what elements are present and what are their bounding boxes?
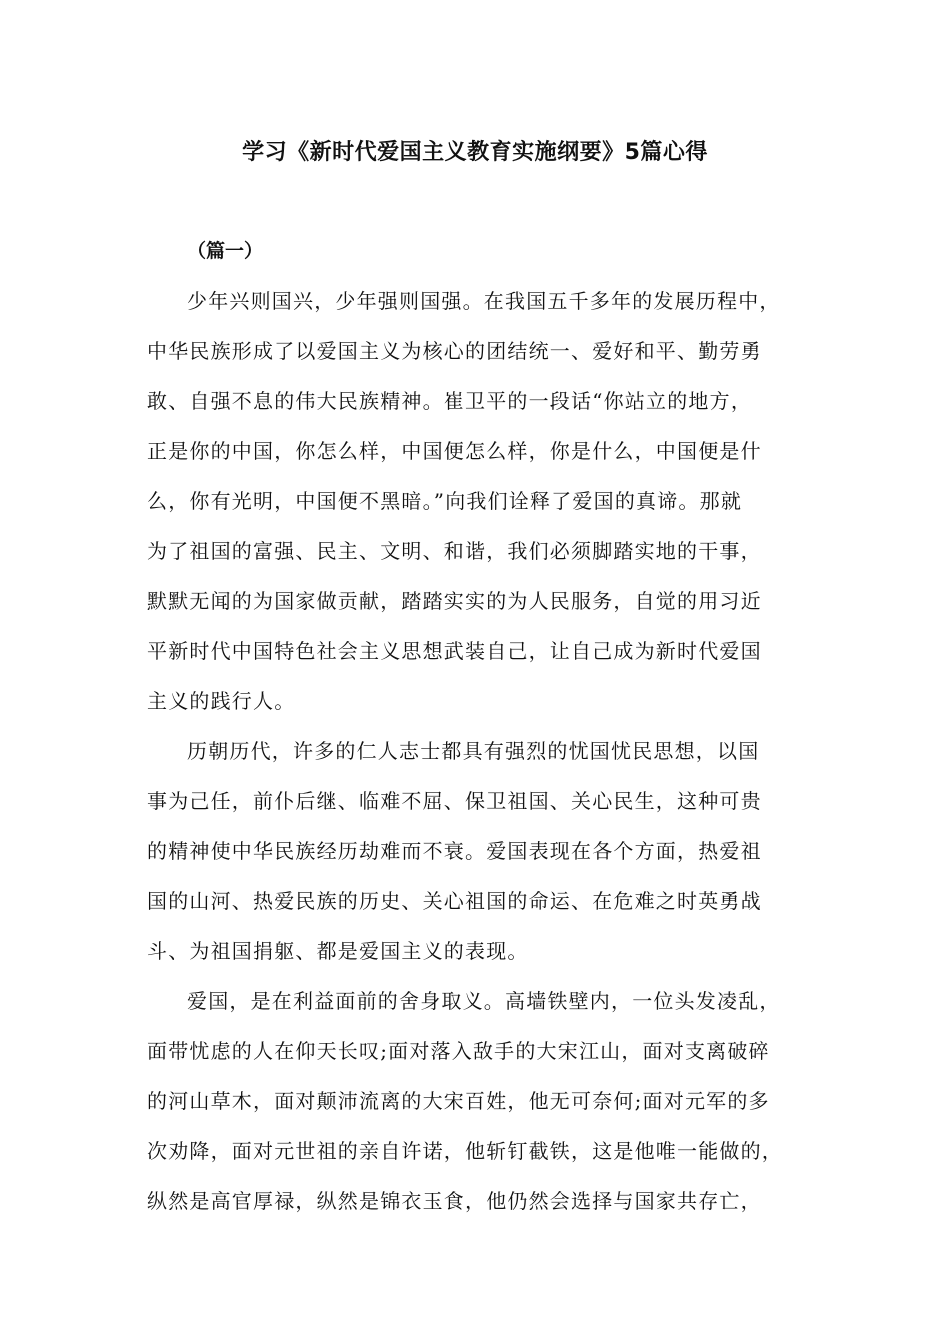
text-line: 正是你的中国，你怎么样，中国便怎么样，你是什么，中国便是什 [147,439,762,463]
text-line: 的精神使中华民族经历劫难而不衰。爱国表现在各个方面，热爱祖 [147,839,762,863]
text-line: 面带忧虑的人在仰天长叹;面对落入敌手的大宋江山，面对支离破碎 [147,1039,770,1063]
text-line: 国的山河、热爱民族的历史、关心祖国的命运、在危难之时英勇战 [147,889,762,913]
text-line: 次劝降，面对元世祖的亲自许诺，他斩钉截铁，这是他唯一能做的， [147,1139,783,1163]
text-line: 为了祖国的富强、民主、文明、和谐，我们必须脚踏实地的干事， [147,539,762,563]
text-line: 爱国，是在利益面前的舍身取义。高墙铁壁内，一位头发凌乱， [187,989,781,1013]
text-line: 默默无闻的为国家做贡献，踏踏实实的为人民服务，自觉的用习近 [147,589,762,613]
text-line: 主义的践行人。 [147,689,296,713]
text-line: 么，你有光明，中国便不黑暗。”向我们诠释了爱国的真谛。那就 [147,489,743,513]
text-line: 平新时代中国特色社会主义思想武装自己，让自己成为新时代爱国 [147,639,762,663]
document-title: 学习《新时代爱国主义教育实施纲要》5篇心得 [242,140,708,165]
text-line: 纵然是高官厚禄，纵然是锦衣玉食，他仍然会选择与国家共存亡， [147,1189,762,1213]
text-line: 事为己任，前仆后继、临难不屈、保卫祖国、关心民生，这种可贵 [147,789,762,813]
section-label: （篇一） [187,240,264,262]
text-line: 斗、为祖国捐躯、都是爱国主义的表现。 [147,939,529,963]
text-line: 中华民族形成了以爱国主义为核心的团结统一、爱好和平、勤劳勇 [147,339,762,363]
text-line: 少年兴则国兴，少年强则国强。在我国五千多年的发展历程中， [187,289,781,313]
text-line: 的河山草木，面对颠沛流离的大宋百姓，他无可奈何;面对元军的多 [147,1089,770,1113]
text-line: 历朝历代，许多的仁人志士都具有强烈的忧国忧民思想，以国 [187,739,760,763]
text-line: 敢、自强不息的伟大民族精神。崔卫平的一段话“你站立的地方， [147,389,753,413]
